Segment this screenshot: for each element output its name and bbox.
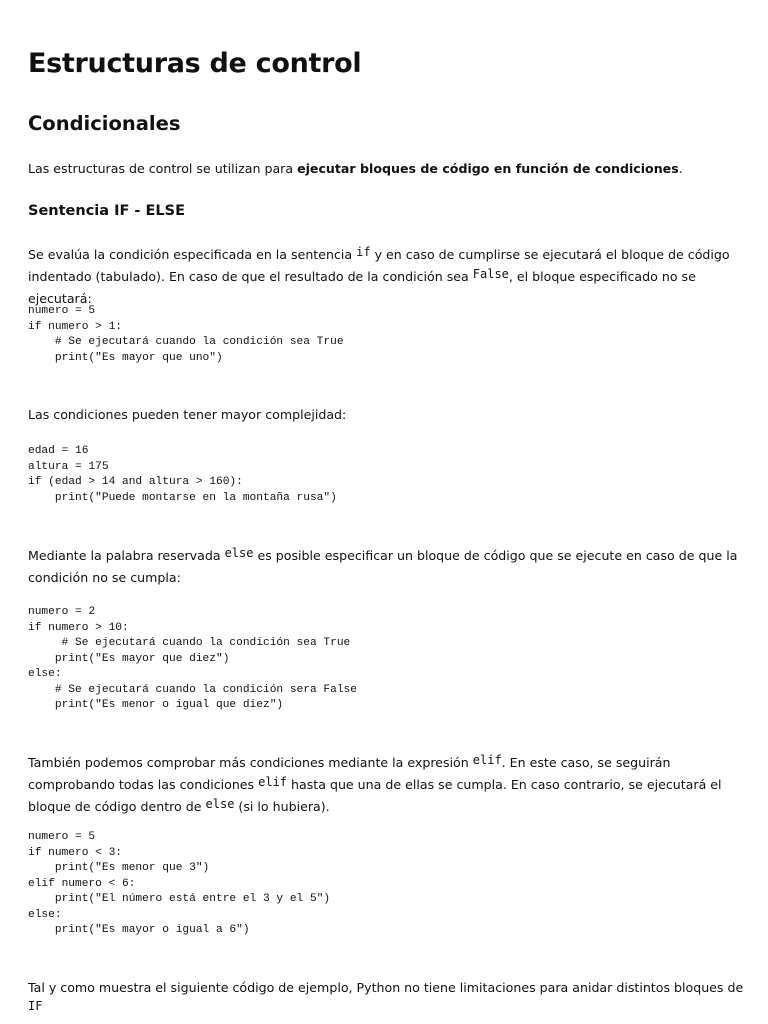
code-block-1: numero = 5 if numero > 1: # Se ejecutará cuando la condición sea True print("Es mayor que uno") [28, 305, 344, 364]
inline-code-if: if [356, 245, 371, 259]
paragraph-text: hasta que una de ellas se cumpla. En caso contrario, se ejecutará el bloque de código dentro de [28, 777, 722, 814]
inline-code-if-upper: IF [28, 999, 43, 1013]
intro-bold-text: ejecutar bloques de código en función de condiciones [297, 161, 679, 176]
subsection-title: Sentencia IF - ELSE [28, 203, 185, 219]
inline-code-else: else [205, 797, 235, 811]
paragraph-text: . En este caso, se seguirán comprobando todas las condiciones [28, 755, 671, 792]
elif-paragraph [28, 752, 748, 818]
paragraph-text: Tal y como muestra el siguiente código de ejemplo, Python no tiene limitaciones para anidar distintos bloques de [28, 980, 744, 995]
paragraph-text: es posible especificar un bloque de código que se ejecute en caso de que la condición no se cumpla: [28, 548, 738, 585]
paragraph-text: (si lo hubiera). [234, 799, 330, 814]
code-block-3: numero = 2 if numero > 10: # Se ejecutará cuando la condición sea True print("Es mayor que diez") else: # Se ejecutará cuando la condición sera False print("Es menor o igual que diez") [28, 606, 357, 711]
inline-code-else: else [224, 546, 254, 560]
intro-text: Las estructuras de control se utilizan para [28, 161, 298, 176]
section-title: Condicionales [28, 112, 181, 135]
if-else-paragraph [28, 244, 748, 309]
nesting-paragraph [28, 977, 748, 1020]
paragraph-text: y en caso de cumplirse se ejecutará el bloque de código indentado (tabulado). En caso de que el resultado de la condición sea [28, 247, 730, 284]
paragraph-text: Mediante la palabra reservada [28, 548, 225, 563]
code-block-2: edad = 16 altura = 175 if (edad > 14 and altura > 160): print("Puede montarse en la montaña rusa") [28, 445, 337, 504]
inline-code-elif: elif [472, 753, 502, 767]
paragraph-text: Se evalúa la condición especificada en la sentencia [28, 247, 357, 262]
else-paragraph [28, 545, 748, 588]
intro-end: . [678, 161, 683, 176]
inline-code-elif: elif [258, 775, 288, 789]
inline-code-false: False [472, 267, 509, 281]
paragraph-text: , el bloque especificado no se ejecutará: [28, 269, 696, 306]
page-title: Estructuras de control [28, 48, 362, 79]
intro-paragraph [28, 158, 748, 179]
complexity-paragraph: Las condiciones pueden tener mayor complejidad: [28, 407, 347, 422]
paragraph-text: También podemos comprobar más condiciones mediante la expresión [28, 755, 473, 770]
code-block-4: numero = 5 if numero < 3: print("Es menor que 3") elif numero < 6: print("El número está entre el 3 y el 5") else: print("Es mayor o igual a 6") [28, 831, 331, 936]
